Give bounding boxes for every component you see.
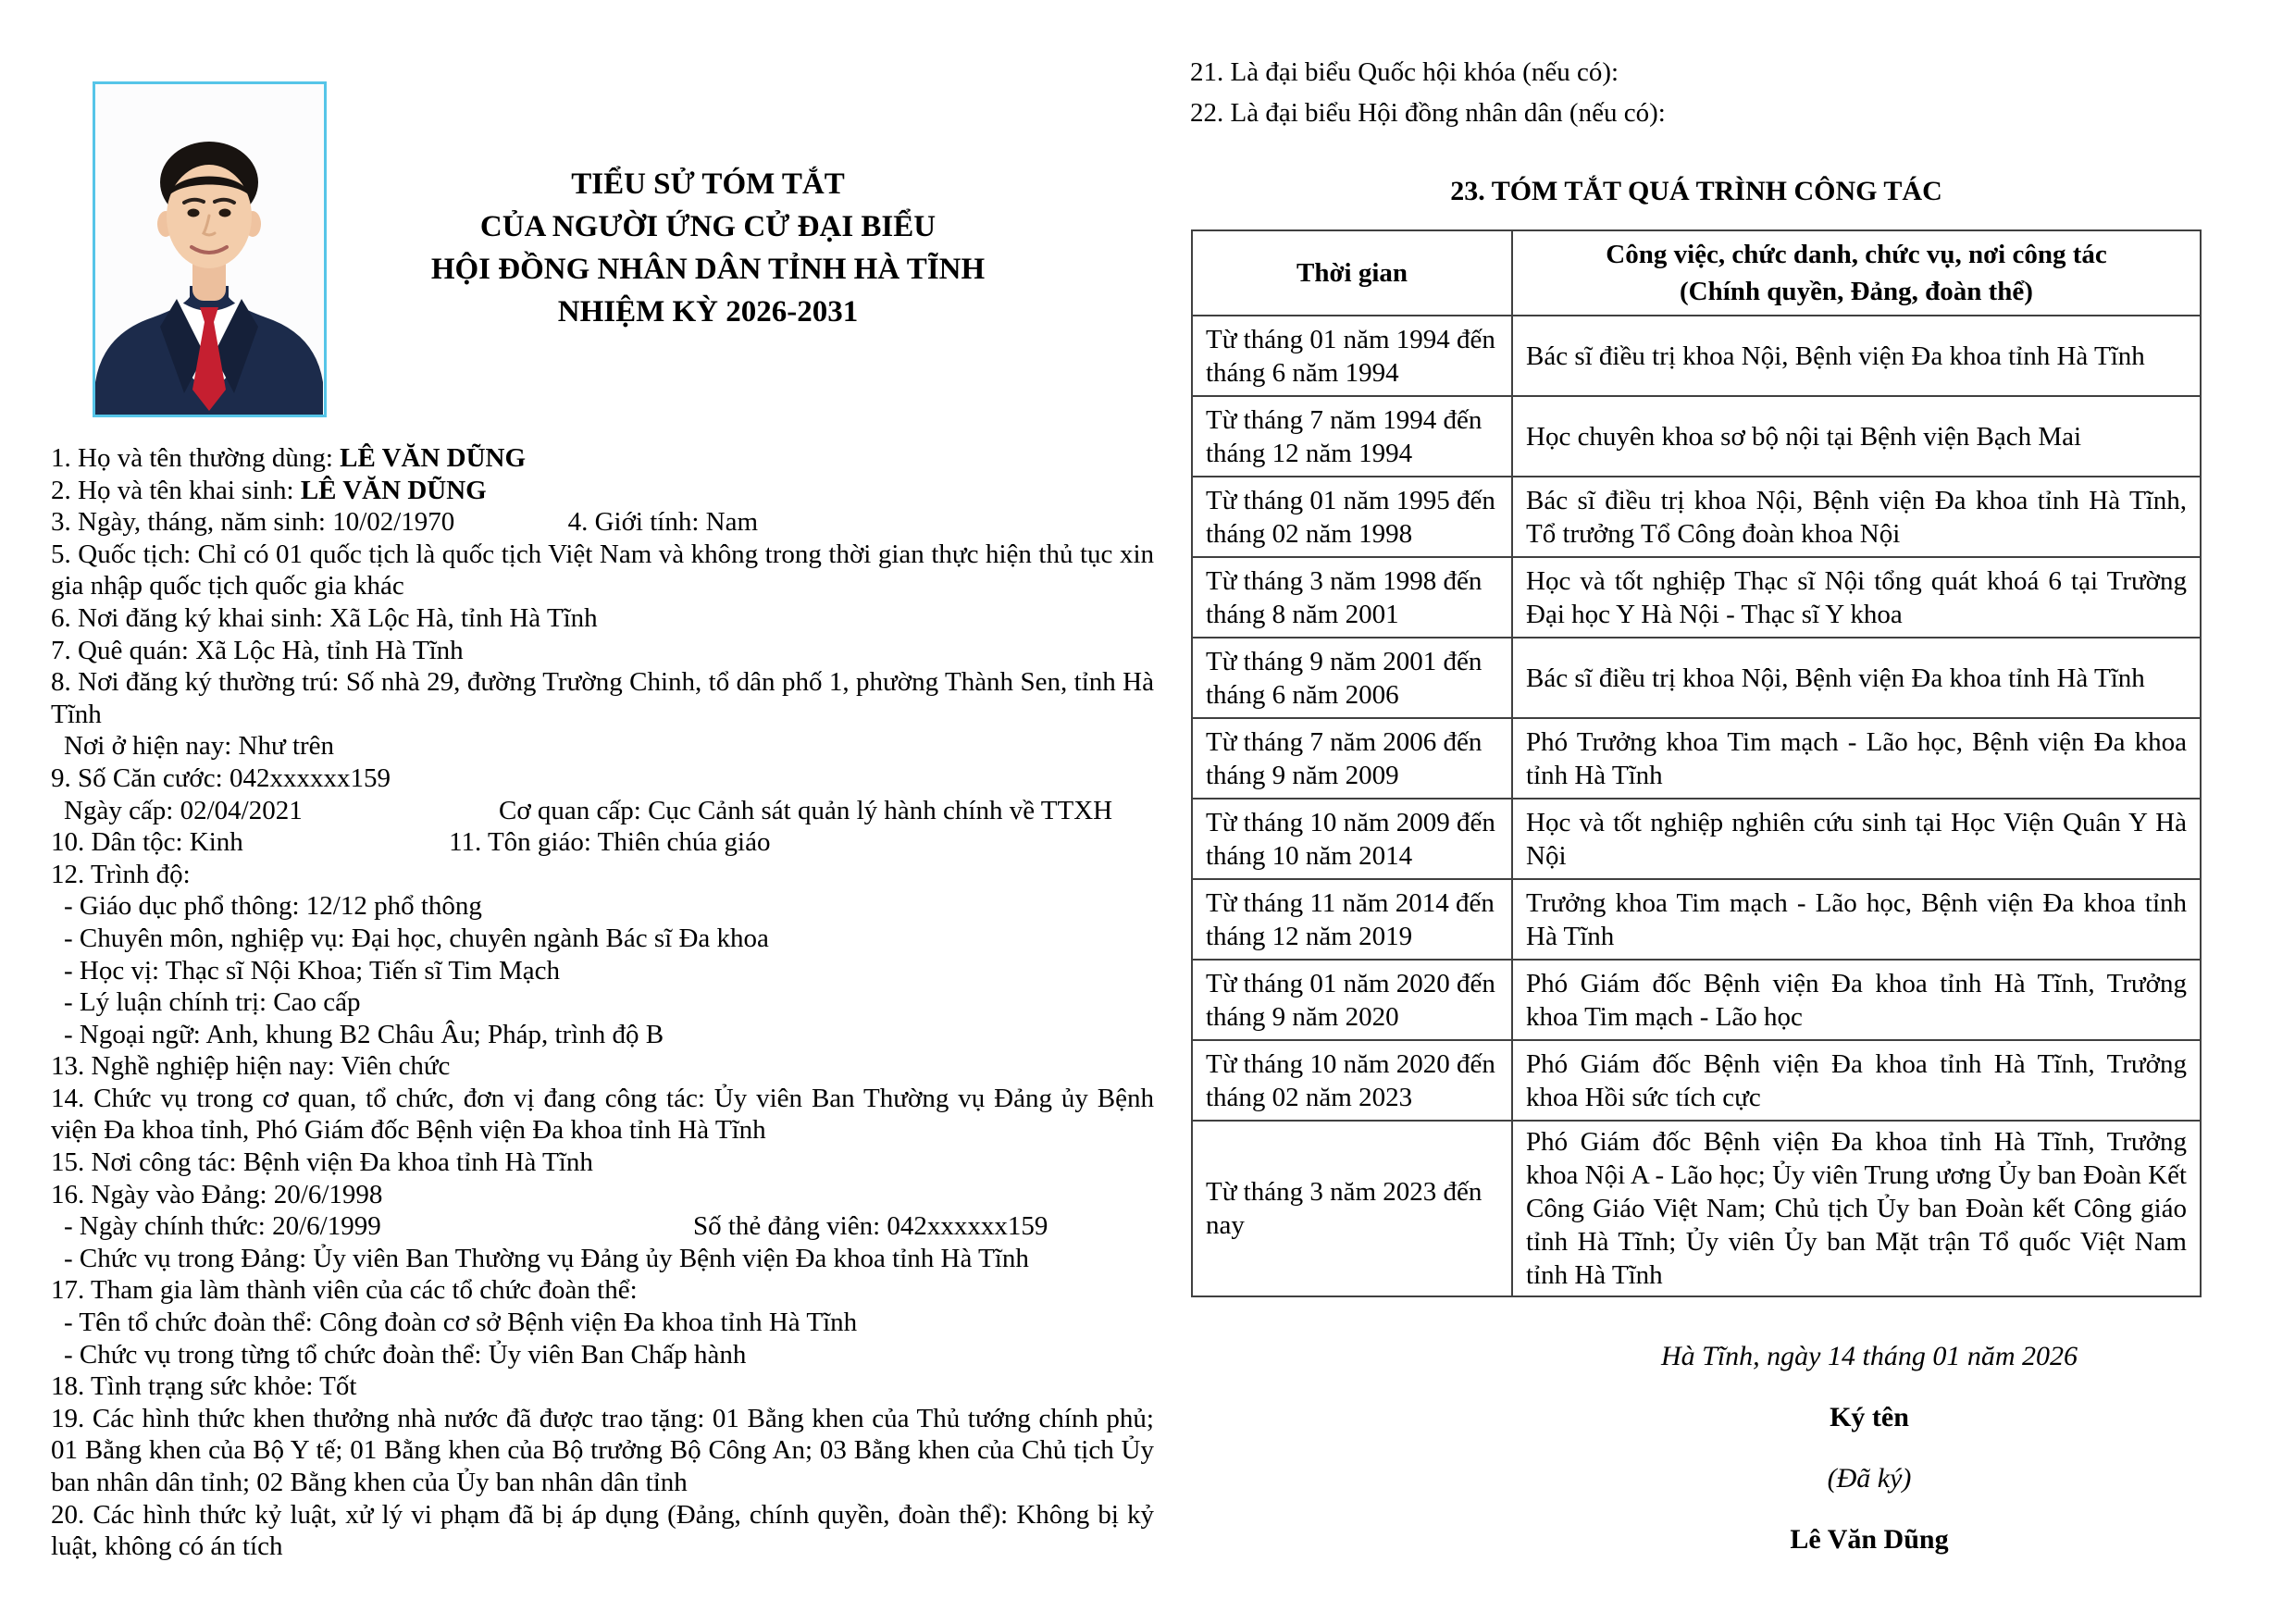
bio-line <box>51 890 1154 923</box>
portrait-illustration <box>95 84 324 415</box>
row-job-cell: Bác sĩ điều trị khoa Nội, Bệnh viện Đa khoa tỉnh Hà Tĩnh <box>1512 638 2201 718</box>
work-history-table <box>1191 229 2202 1297</box>
bio-text: - Lý luận chính trị: Cao cấp <box>64 987 361 1018</box>
bio-line <box>51 1179 1154 1211</box>
title-line <box>329 205 1087 248</box>
table-row <box>1192 960 2201 1040</box>
bio-text-second: Cơ quan cấp: Cục Cảnh sát quản lý hành chính về TTXH <box>498 795 1113 825</box>
bio-text: - Chức vụ trong từng tổ chức đoàn thể: Ủy viên Ban Chấp hành <box>64 1339 747 1370</box>
row-job-cell: Học chuyên khoa sơ bộ nội tại Bệnh viện Bạch Mai <box>1512 396 2201 477</box>
bio-line <box>51 955 1154 987</box>
bio-text: 17. Tham gia làm thành viên của các tổ chức đoàn thể: <box>51 1275 638 1306</box>
row-job-cell: Học và tốt nghiệp nghiên cứu sinh tại Học Viện Quân Y Hà Nội <box>1512 799 2201 879</box>
bio-line <box>51 1050 1154 1083</box>
title-line-text: NHIỆM KỲ 2026-2031 <box>557 295 859 329</box>
bio-text: 3. Ngày, tháng, năm sinh: 10/02/1970 <box>51 507 455 538</box>
bio-text: - Học vị: Thạc sĩ Nội Khoa; Tiến sĩ Tim Mạch <box>64 955 560 986</box>
row-time-cell: Từ tháng 3 năm 2023 đến nay <box>1192 1121 1512 1296</box>
bio-text-bold: LÊ VĂN DŨNG <box>300 475 487 505</box>
bio-line <box>51 859 1154 891</box>
bio-line <box>51 1210 1154 1243</box>
bio-text: 18. Tình trạng sức khỏe: Tốt <box>51 1371 357 1402</box>
bio-text: 14. Chức vụ trong cơ quan, tổ chức, đơn vị đang công tác: Ủy viên Ban Thường vụ Đảng ủy Bệnh viện Đa khoa tỉnh, Phó Giám đốc Bệnh viện Đa khoa tỉnh Hà Tĩnh <box>51 1083 1154 1146</box>
title-line-text: TIỂU SỬ TÓM TẮT <box>571 167 845 201</box>
header-job-line2: (Chính quyền, Đảng, đoàn thể) <box>1680 277 2033 306</box>
table-row <box>1192 879 2201 960</box>
bio-gap <box>250 849 449 850</box>
table-row <box>1192 718 2201 799</box>
table-row <box>1192 557 2201 638</box>
document-title <box>329 163 1087 333</box>
work-history-heading: 23. TÓM TẮT QUÁ TRÌNH CÔNG TÁC <box>1450 176 1942 206</box>
row-job-cell: Phó Giám đốc Bệnh viện Đa khoa tỉnh Hà Tĩnh, Trưởng khoa Tim mạch - Lão học <box>1512 960 2201 1040</box>
row-time-cell: Từ tháng 7 năm 2006 đến tháng 9 năm 2009 <box>1192 718 1512 799</box>
signed-note: (Đã ký) <box>1827 1463 1912 1494</box>
title-line <box>329 291 1087 333</box>
bio-line <box>51 1370 1154 1403</box>
bio-line <box>51 1307 1154 1339</box>
title-line <box>329 163 1087 205</box>
biography-details <box>51 442 1154 1563</box>
bio-line <box>51 506 1154 539</box>
bio-text: - Tên tổ chức đoàn thể: Công đoàn cơ sở Bệnh viện Đa khoa tỉnh Hà Tĩnh <box>64 1308 858 1338</box>
bio-text-bold: LÊ VĂN DŨNG <box>340 443 527 473</box>
row-time-cell: Từ tháng 01 năm 1995 đến tháng 02 năm 1998 <box>1192 477 1512 557</box>
signature-block <box>1453 1340 2286 1584</box>
bio-text: 8. Nơi đăng ký thường trú: Số nhà 29, đường Trường Chinh, tổ dân phố 1, phường Thành Sen, tỉnh Hà Tĩnh <box>51 667 1154 729</box>
row-job-cell: Phó Giám đốc Bệnh viện Đa khoa tỉnh Hà Tĩnh, Trưởng khoa Nội A - Lão học; Ủy viên Trung ương Ủy ban Đoàn Kết Công Giáo Việt Nam; Chủ tịch Ủy ban Đoàn kết Công giáo tỉnh Hà Tĩnh; Ủy viên Ủy ban Mặt trận Tổ quốc Việt Nam tỉnh Hà Tĩnh <box>1512 1121 2201 1296</box>
signature-place-date: Hà Tĩnh, ngày 14 tháng 01 năm 2026 <box>1661 1341 2078 1371</box>
item-22-peoples-council: 22. Là đại biểu Hội đồng nhân dân (nếu có): <box>1190 98 1666 128</box>
row-time-cell: Từ tháng 10 năm 2009 đến tháng 10 năm 2014 <box>1192 799 1512 879</box>
bio-text: 16. Ngày vào Đảng: 20/6/1998 <box>51 1179 383 1209</box>
table-row <box>1192 477 2201 557</box>
bio-gap <box>388 1233 693 1234</box>
table-row <box>1192 1121 2201 1296</box>
bio-line <box>51 635 1154 667</box>
bio-text: 5. Quốc tịch: Chỉ có 01 quốc tịch là quốc tịch Việt Nam và không trong thời gian thực hiện thủ tục xin gia nhập quốc tịch quốc gia khác <box>51 539 1154 601</box>
bio-text: 19. Các hình thức khen thưởng nhà nước đã được trao tặng: 01 Bằng khen của Thủ tướng chính phủ; 01 Bằng khen của Bộ Y tế; 01 Bằng khen của Bộ trưởng Bộ Công An; 03 Bằng khen của Chủ tịch Ủy ban nhân dân tỉnh; 02 Bằng khen của Ủy ban nhân dân tỉnh <box>51 1403 1154 1497</box>
bio-line <box>51 539 1154 602</box>
bio-text: 6. Nơi đăng ký khai sinh: Xã Lộc Hà, tỉnh Hà Tĩnh <box>51 602 598 633</box>
bio-line <box>51 602 1154 635</box>
row-job-cell: Bác sĩ điều trị khoa Nội, Bệnh viện Đa khoa tỉnh Hà Tĩnh <box>1512 316 2201 396</box>
bio-text: 12. Trình độ: <box>51 859 191 889</box>
bio-text: 20. Các hình thức kỷ luật, xử lý vi phạm đã bị áp dụng (Đảng, chính quyền, đoàn thể): Không bị kỷ luật, không có án tích <box>51 1499 1154 1562</box>
signer-name: Lê Văn Dũng <box>1790 1524 1949 1555</box>
table-header-row <box>1192 230 2201 316</box>
header-time: Thời gian <box>1192 230 1512 316</box>
bio-line <box>51 475 1154 507</box>
bio-text: 15. Nơi công tác: Bệnh viện Đa khoa tỉnh Hà Tĩnh <box>51 1147 593 1178</box>
table-row <box>1192 799 2201 879</box>
bio-text: 2. Họ và tên khai sinh: <box>51 475 301 505</box>
table-row <box>1192 396 2201 477</box>
signature-label: Ký tên <box>1830 1402 1909 1432</box>
row-job-cell: Bác sĩ điều trị khoa Nội, Bệnh viện Đa khoa tỉnh Hà Tĩnh, Tổ trưởng Tổ Công đoàn khoa Nội <box>1512 477 2201 557</box>
bio-line <box>51 826 1154 859</box>
bio-line <box>51 1499 1154 1563</box>
row-job-cell: Trưởng khoa Tim mạch - Lão học, Bệnh viện Đa khoa tỉnh Hà Tĩnh <box>1512 879 2201 960</box>
bio-text: - Ngoại ngữ: Anh, khung B2 Châu Âu; Pháp, trình độ B <box>64 1019 664 1049</box>
row-time-cell: Từ tháng 01 năm 2020 đến tháng 9 năm 2020 <box>1192 960 1512 1040</box>
bio-text: Ngày cấp: 02/04/2021 <box>64 795 303 825</box>
bio-line <box>51 1019 1154 1051</box>
row-time-cell: Từ tháng 01 năm 1994 đến tháng 6 năm 1994 <box>1192 316 1512 396</box>
bio-line <box>51 762 1154 795</box>
bio-text: 10. Dân tộc: Kinh <box>51 827 243 858</box>
bio-line <box>51 1339 1154 1371</box>
table-row <box>1192 316 2201 396</box>
bio-text: - Giáo dục phổ thông: 12/12 phổ thông <box>64 891 482 922</box>
bio-text-second: 11. Tôn giáo: Thiên chúa giáo <box>449 827 771 858</box>
row-time-cell: Từ tháng 10 năm 2020 đến tháng 02 năm 2023 <box>1192 1040 1512 1121</box>
bio-line <box>51 923 1154 955</box>
row-time-cell: Từ tháng 11 năm 2014 đến tháng 12 năm 2019 <box>1192 879 1512 960</box>
title-line <box>329 248 1087 291</box>
row-job-cell: Học và tốt nghiệp Thạc sĩ Nội tổng quát khoá 6 tại Trường Đại học Y Hà Nội - Thạc sĩ Y khoa <box>1512 557 2201 638</box>
title-line-text: HỘI ĐỒNG NHÂN DÂN TỈNH HÀ TĨNH <box>430 253 986 286</box>
bio-line <box>51 986 1154 1019</box>
header-job-line1: Công việc, chức danh, chức vụ, nơi công tác <box>1606 240 2107 269</box>
bio-text: 1. Họ và tên thường dùng: <box>51 443 341 473</box>
row-time-cell: Từ tháng 7 năm 1994 đến tháng 12 năm 1994 <box>1192 396 1512 477</box>
bio-line <box>51 1083 1154 1147</box>
bio-line <box>51 666 1154 730</box>
bio-text: 7. Quê quán: Xã Lộc Hà, tỉnh Hà Tĩnh <box>51 635 464 665</box>
table-row <box>1192 638 2201 718</box>
bio-line <box>51 1403 1154 1499</box>
bio-text: 13. Nghề nghiệp hiện nay: Viên chức <box>51 1051 451 1082</box>
header-job <box>1512 230 2201 316</box>
row-job-cell: Phó Trưởng khoa Tim mạch - Lão học, Bệnh viện Đa khoa tỉnh Hà Tĩnh <box>1512 718 2201 799</box>
row-time-cell: Từ tháng 3 năm 1998 đến tháng 8 năm 2001 <box>1192 557 1512 638</box>
table-row <box>1192 1040 2201 1121</box>
bio-gap <box>309 818 499 819</box>
bio-line <box>51 1147 1154 1179</box>
bio-text: - Chuyên môn, nghiệp vụ: Đại học, chuyên ngành Bác sĩ Đa khoa <box>64 923 769 953</box>
candidate-photo <box>93 81 327 417</box>
row-job-cell: Phó Giám đốc Bệnh viện Đa khoa tỉnh Hà Tĩnh, Trưởng khoa Hồi sức tích cực <box>1512 1040 2201 1121</box>
title-line-text: CỦA NGƯỜI ỨNG CỬ ĐẠI BIỂU <box>479 210 937 243</box>
bio-text-second: 4. Giới tính: Nam <box>567 507 758 538</box>
bio-line <box>51 795 1154 827</box>
bio-text: Nơi ở hiện nay: Như trên <box>64 731 335 762</box>
bio-text: 9. Số Căn cước: 042xxxxxx159 <box>51 762 391 793</box>
bio-line <box>51 1274 1154 1307</box>
row-time-cell: Từ tháng 9 năm 2001 đến tháng 6 năm 2006 <box>1192 638 1512 718</box>
bio-text-second: Số thẻ đảng viên: 042xxxxxx159 <box>692 1211 1048 1242</box>
bio-gap <box>462 529 568 530</box>
bio-text: - Ngày chính thức: 20/6/1999 <box>64 1211 381 1242</box>
bio-text: - Chức vụ trong Đảng: Ủy viên Ban Thường vụ Đảng ủy Bệnh viện Đa khoa tỉnh Hà Tĩnh <box>64 1243 1029 1273</box>
item-21-national-assembly: 21. Là đại biểu Quốc hội khóa (nếu có): <box>1190 57 1619 87</box>
bio-line <box>51 1243 1154 1275</box>
bio-line <box>51 730 1154 762</box>
bio-line <box>51 442 1154 475</box>
